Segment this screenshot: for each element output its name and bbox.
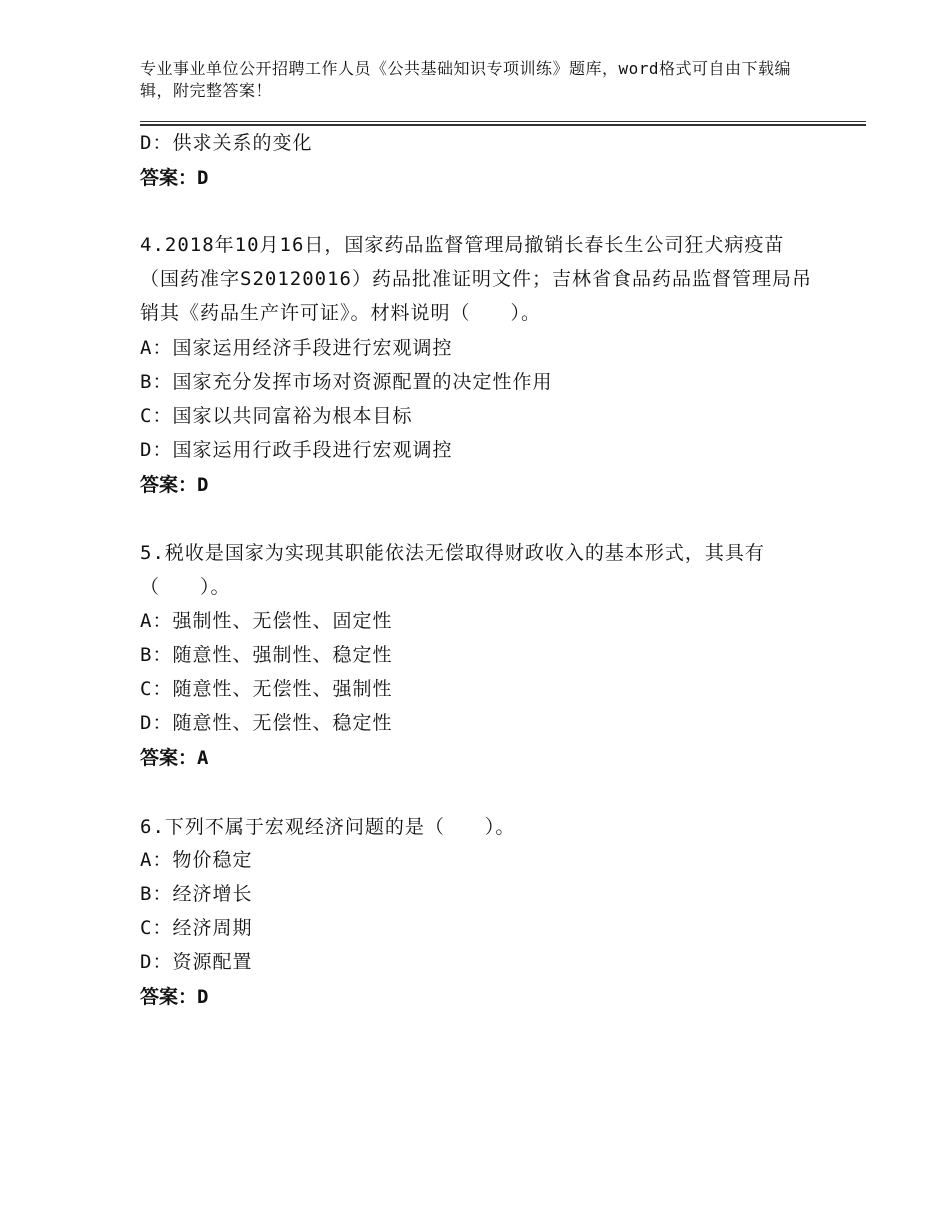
question-6-option-c: C：经济周期 bbox=[140, 917, 253, 939]
question-5-option-d: D：随意性、无偿性、稳定性 bbox=[140, 712, 393, 734]
prev-option-d: D：供求关系的变化 bbox=[140, 132, 313, 154]
question-6-stem: 6.下列不属于宏观经济问题的是（ ）。 bbox=[140, 816, 516, 838]
page-header: 专业事业单位公开招聘工作人员《公共基础知识专项训练》题库，word格式可自由下载编辑，附完整答案！ bbox=[140, 59, 792, 100]
answer-label: 答案： bbox=[140, 986, 198, 1008]
question-6-option-b: B：经济增长 bbox=[140, 883, 253, 905]
answer-value: D bbox=[197, 986, 209, 1008]
prev-answer bbox=[140, 166, 208, 190]
question-6-option-d: D：资源配置 bbox=[140, 951, 253, 973]
question-4-answer bbox=[140, 473, 208, 497]
question-5-option-b: B：随意性、强制性、稳定性 bbox=[140, 644, 393, 666]
answer-value: D bbox=[197, 474, 209, 496]
header-divider bbox=[140, 121, 866, 122]
header-divider-thick bbox=[140, 124, 866, 126]
question-5-answer bbox=[140, 746, 208, 770]
answer-value: D bbox=[197, 167, 209, 189]
question-5-stem: 5.税收是国家为实现其职能依法无偿取得财政收入的基本形式，其具有（ ）。 bbox=[140, 542, 765, 598]
answer-label: 答案： bbox=[140, 474, 198, 496]
answer-value: A bbox=[197, 747, 209, 769]
question-4-option-d: D：国家运用行政手段进行宏观调控 bbox=[140, 439, 453, 461]
question-4-stem: 4.2018年10月16日，国家药品监督管理局撤销长春长生公司狂犬病疫苗（国药准字S20120016）药品批准证明文件；吉林省食品药品监督管理局吊销其《药品生产许可证》。材料说明（ ）。 bbox=[140, 234, 812, 324]
question-4-option-c: C：国家以共同富裕为根本目标 bbox=[140, 405, 413, 427]
answer-label: 答案： bbox=[140, 747, 198, 769]
question-4-option-a: A：国家运用经济手段进行宏观调控 bbox=[140, 337, 453, 359]
question-4-option-b: B：国家充分发挥市场对资源配置的决定性作用 bbox=[140, 371, 553, 393]
answer-label: 答案： bbox=[140, 167, 198, 189]
question-6-option-a: A：物价稳定 bbox=[140, 849, 253, 871]
question-6-answer bbox=[140, 985, 208, 1009]
question-5-option-c: C：随意性、无偿性、强制性 bbox=[140, 678, 393, 700]
question-5-option-a: A：强制性、无偿性、固定性 bbox=[140, 610, 393, 632]
